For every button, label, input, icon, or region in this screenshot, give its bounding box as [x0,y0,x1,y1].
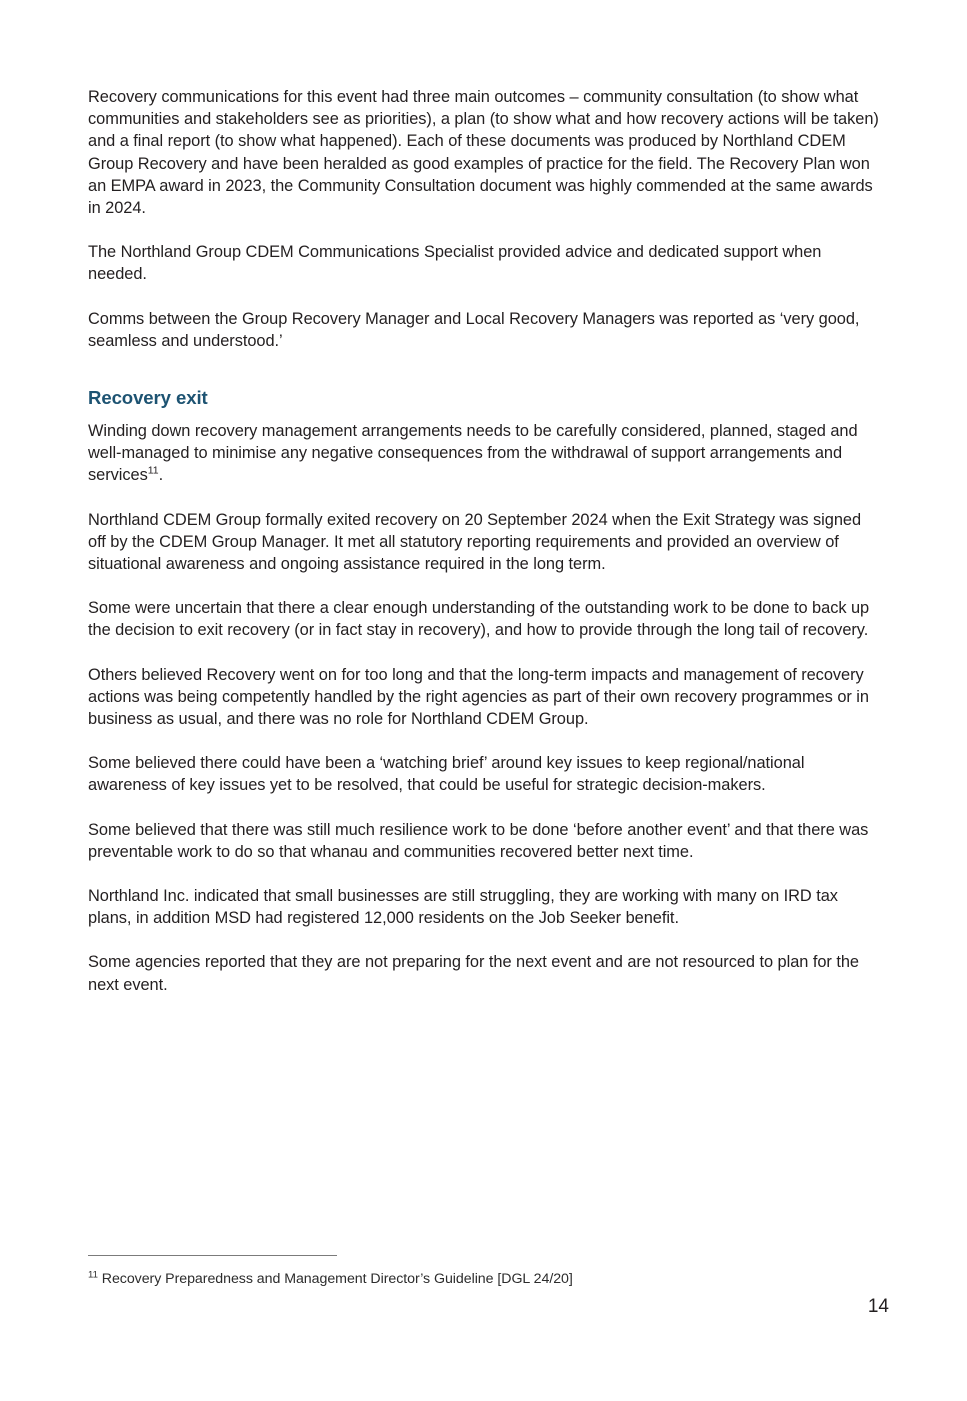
page-number: 14 [867,1296,889,1317]
footnote-label: Recovery Preparedness and Management Director’s Guideline [DGL 24/20] [97,1271,573,1287]
paragraph-uncertain-understanding: Some were uncertain that there a clear enough understanding of the outstanding work to be done to back up the decision to exit recovery (or in fact stay in recovery), and how to provide through the long tail of recovery. [88,599,870,640]
paragraph-recovery-too-long: Others believed Recovery went on for too long and that the long-term impacts and management of recovery actions was being competently handled by the right agencies as part of their own recovery programmes or in business as usual, and there was no role for Northland CDEM Group. [88,665,869,729]
paragraph-agencies-not-preparing: Some agencies reported that they are not preparing for the next event and are not resourced to plan for the next event. [88,953,859,994]
paragraph-watching-brief: Some believed there could have been a ‘watching brief’ around key issues to keep regional/national awareness of key issues yet to be resolved, that could be useful for strategic decision-makers. [88,754,805,795]
footnote-area [88,1255,880,1289]
paragraph-resilience-work: Some believed that there was still much resilience work to be done ‘before another event’ and that there was preventable work to do so that whanau and communities recovered better next time. [88,820,869,861]
page-body-content [88,86,880,996]
paragraph-winding-down-text: Winding down recovery management arrangements needs to be carefully considered, planned, staged and well-managed to minimise any negative consequences from the withdrawal of support arrangements and services [88,422,858,485]
paragraph-winding-down [88,420,880,487]
paragraph-comms-between-managers: Comms between the Group Recovery Manager and Local Recovery Managers was reported as ‘very good, seamless and understood.’ [88,309,860,350]
section-heading-recovery-exit: Recovery exit [88,387,208,409]
paragraph-northland-inc: Northland Inc. indicated that small businesses are still struggling, they are working with many on IRD tax plans, in addition MSD had registered 12,000 residents on the Job Seeker benefit. [88,887,838,928]
paragraph-recovery-communications: Recovery communications for this event had three main outcomes – community consultation (to show what communities and stakeholders see as priorities), a plan (to show what and how recovery actions will be taken) and a final report (to show what happened). Each of these documents was produced by Northland CDEM Group Recovery and have been heralded as good examples of practice for the field. The Recovery Plan won an EMPA award in 2023, the Community Consultation document was highly commended at the same awards in 2024. [88,88,879,218]
footnote-entry-11 [88,1270,880,1289]
paragraph-winding-down-tail: . [158,466,164,485]
footnote-reference-11[interactable]: 11 [147,464,159,477]
paragraph-formal-exit: Northland CDEM Group formally exited recovery on 20 September 2024 when the Exit Strategy was signed off by the CDEM Group Manager. It met all statutory reporting requirements and provided an overview of situational awareness and ongoing assistance required in the long term. [88,510,862,574]
footnote-marker: 11 [88,1269,98,1281]
footnote-separator-rule [88,1255,337,1256]
paragraph-communications-specialist: The Northland Group CDEM Communications Specialist provided advice and dedicated support when needed. [88,243,822,284]
